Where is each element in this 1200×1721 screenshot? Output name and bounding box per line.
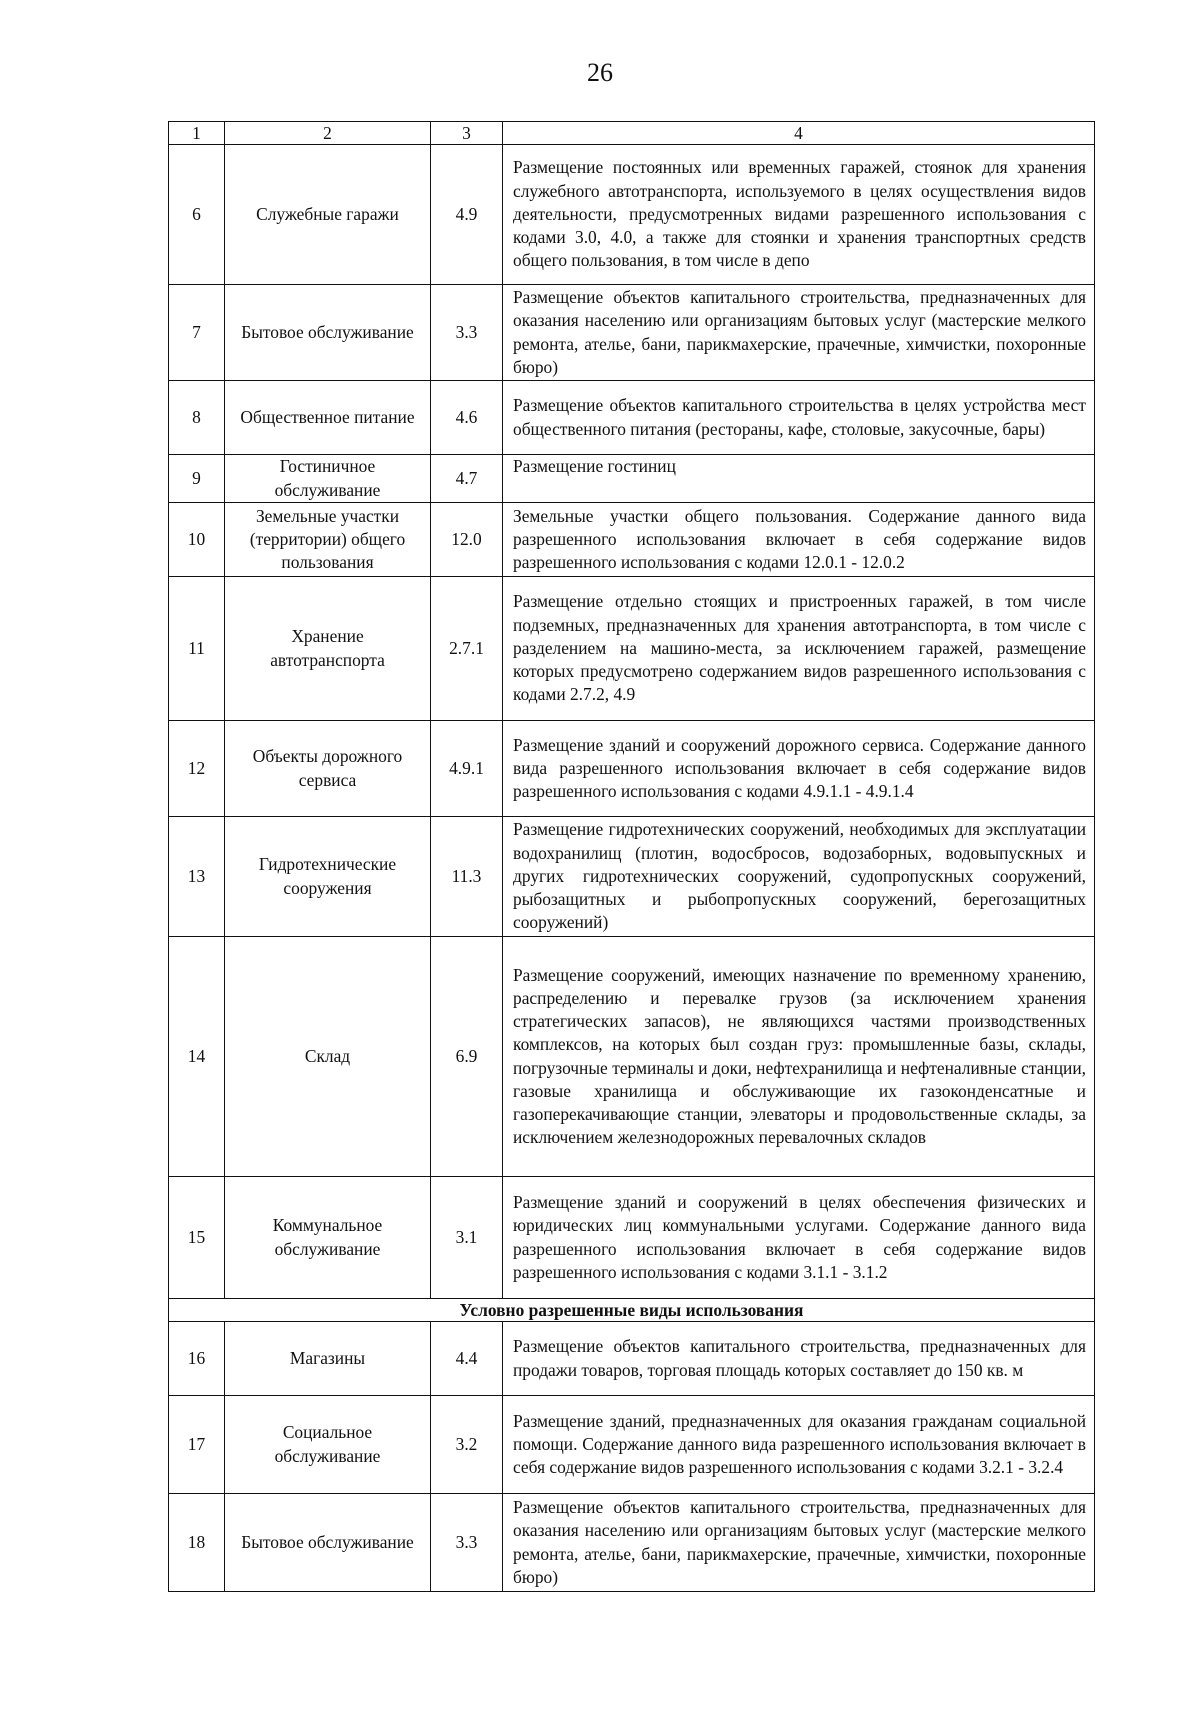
use-type-name: Земельные участки (территории) общего пользования: [225, 503, 431, 577]
use-type-code: 4.4: [431, 1322, 503, 1396]
table-row: [169, 145, 1095, 285]
table-row: [169, 1494, 1095, 1592]
use-type-name: Социальное обслуживание: [225, 1396, 431, 1494]
use-type-description: Размещение постоянных или временных гаражей, стоянок для хранения служебного автотранспорта, используемого в целях осуществления видов деятельности, предусмотренных видами разрешенного использования с кодами 3.0, 4.0, а также для стоянки и хранения транспортных средств общего пользования, в том числе в депо: [503, 145, 1095, 285]
row-number: 14: [169, 937, 225, 1177]
use-type-name: Хранение автотранспорта: [225, 577, 431, 721]
use-type-name: Объекты дорожного сервиса: [225, 721, 431, 817]
header-col-2: 2: [225, 122, 431, 145]
page-number: 26: [587, 58, 613, 87]
use-type-description: Земельные участки общего пользования. Содержание данного вида разрешенного использования включает в себя содержание видов разрешенного использования с кодами 12.0.1 - 12.0.2: [503, 503, 1095, 577]
use-type-code: 4.9.1: [431, 721, 503, 817]
table-row: [169, 1396, 1095, 1494]
row-number: 12: [169, 721, 225, 817]
use-type-code: 3.1: [431, 1177, 503, 1299]
land-use-table: [168, 121, 1095, 1592]
use-type-code: 3.3: [431, 285, 503, 381]
use-type-description: Размещение зданий и сооружений дорожного сервиса. Содержание данного вида разрешенного использования включает в себя содержание видов разрешенного использования с кодами 4.9.1.1 - 4.9.1.4: [503, 721, 1095, 817]
use-type-description: Размещение отдельно стоящих и пристроенных гаражей, в том числе подземных, предназначенных для хранения автотранспорта, в том числе с разделением на машино-места, за исключением гаражей, размещение которых предусмотрено содержанием видов разрешенного использования с кодами 2.7.2, 4.9: [503, 577, 1095, 721]
use-type-code: 4.7: [431, 455, 503, 503]
header-col-1: 1: [169, 122, 225, 145]
header-col-4: 4: [503, 122, 1095, 145]
use-type-name: Служебные гаражи: [225, 145, 431, 285]
use-type-name: Гостиничное обслуживание: [225, 455, 431, 503]
table-row: [169, 381, 1095, 455]
use-type-code: 3.3: [431, 1494, 503, 1592]
use-type-name: Склад: [225, 937, 431, 1177]
table-row: [169, 455, 1095, 503]
table-header-row: [169, 122, 1095, 145]
table-row: [169, 1322, 1095, 1396]
header-col-3: 3: [431, 122, 503, 145]
use-type-description: Размещение гидротехнических сооружений, необходимых для эксплуатации водохранилищ (плотин, водосбросов, водозаборных, водовыпускных и других гидротехнических сооружений, судопропускных сооружений, рыбозащитных и рыбопропускных сооружений, берегозащитных сооружений): [503, 817, 1095, 937]
use-type-code: 4.9: [431, 145, 503, 285]
use-type-description: Размещение объектов капитального строительства, предназначенных для оказания населению или организациям бытовых услуг (мастерские мелкого ремонта, ателье, бани, парикмахерские, прачечные, химчистки, похоронные бюро): [503, 285, 1095, 381]
row-number: 18: [169, 1494, 225, 1592]
row-number: 17: [169, 1396, 225, 1494]
use-type-name: Общественное питание: [225, 381, 431, 455]
table-row: [169, 577, 1095, 721]
use-type-code: 2.7.1: [431, 577, 503, 721]
table-row: [169, 817, 1095, 937]
use-type-code: 11.3: [431, 817, 503, 937]
row-number: 11: [169, 577, 225, 721]
use-type-description: Размещение объектов капитального строительства, предназначенных для оказания населению или организациям бытовых услуг (мастерские мелкого ремонта, ателье, бани, парикмахерские, прачечные, химчистки, похоронные бюро): [503, 1494, 1095, 1592]
table-row: [169, 285, 1095, 381]
use-type-code: 6.9: [431, 937, 503, 1177]
use-type-description: Размещение объектов капитального строительства в целях устройства мест общественного питания (рестораны, кафе, столовые, закусочные, бары): [503, 381, 1095, 455]
use-type-description: Размещение объектов капитального строительства, предназначенных для продажи товаров, торговая площадь которых составляет до 150 кв. м: [503, 1322, 1095, 1396]
table-row: [169, 503, 1095, 577]
section-title: Условно разрешенные виды использования: [169, 1299, 1095, 1322]
use-type-code: 12.0: [431, 503, 503, 577]
row-number: 6: [169, 145, 225, 285]
row-number: 10: [169, 503, 225, 577]
use-type-name: Коммунальное обслуживание: [225, 1177, 431, 1299]
row-number: 8: [169, 381, 225, 455]
row-number: 15: [169, 1177, 225, 1299]
row-number: 7: [169, 285, 225, 381]
table-row: [169, 937, 1095, 1177]
row-number: 16: [169, 1322, 225, 1396]
use-type-description: Размещение зданий, предназначенных для оказания гражданам социальной помощи. Содержание данного вида разрешенного использования включает в себя содержание видов разрешенного использования с кодами 3.2.1 - 3.2.4: [503, 1396, 1095, 1494]
row-number: 9: [169, 455, 225, 503]
row-number: 13: [169, 817, 225, 937]
use-type-name: Магазины: [225, 1322, 431, 1396]
use-type-code: 4.6: [431, 381, 503, 455]
use-type-name: Бытовое обслуживание: [225, 285, 431, 381]
use-type-name: Бытовое обслуживание: [225, 1494, 431, 1592]
use-type-description: Размещение сооружений, имеющих назначение по временному хранению, распределению и перевалке грузов (за исключением хранения стратегических запасов), не являющихся частями производственных комплексов, на которых был создан груз: промышленные базы, склады, погрузочные терминалы и доки, нефтехранилища и нефтеналивные станции, газовые хранилища и обслуживающие их газоконденсатные и газоперекачивающие станции, элеваторы и продовольственные склады, за исключением железнодорожных перевалочных складов: [503, 937, 1095, 1177]
use-type-code: 3.2: [431, 1396, 503, 1494]
use-type-name: Гидротехнические сооружения: [225, 817, 431, 937]
use-type-description: Размещение зданий и сооружений в целях обеспечения физических и юридических лиц коммунальными услугами. Содержание данного вида разрешенного использования включает в себя содержание видов разрешенного использования с кодами 3.1.1 - 3.1.2: [503, 1177, 1095, 1299]
table-row: [169, 721, 1095, 817]
table-row: [169, 1177, 1095, 1299]
use-type-description: Размещение гостиниц: [503, 455, 1095, 503]
section-header-row: [169, 1299, 1095, 1322]
